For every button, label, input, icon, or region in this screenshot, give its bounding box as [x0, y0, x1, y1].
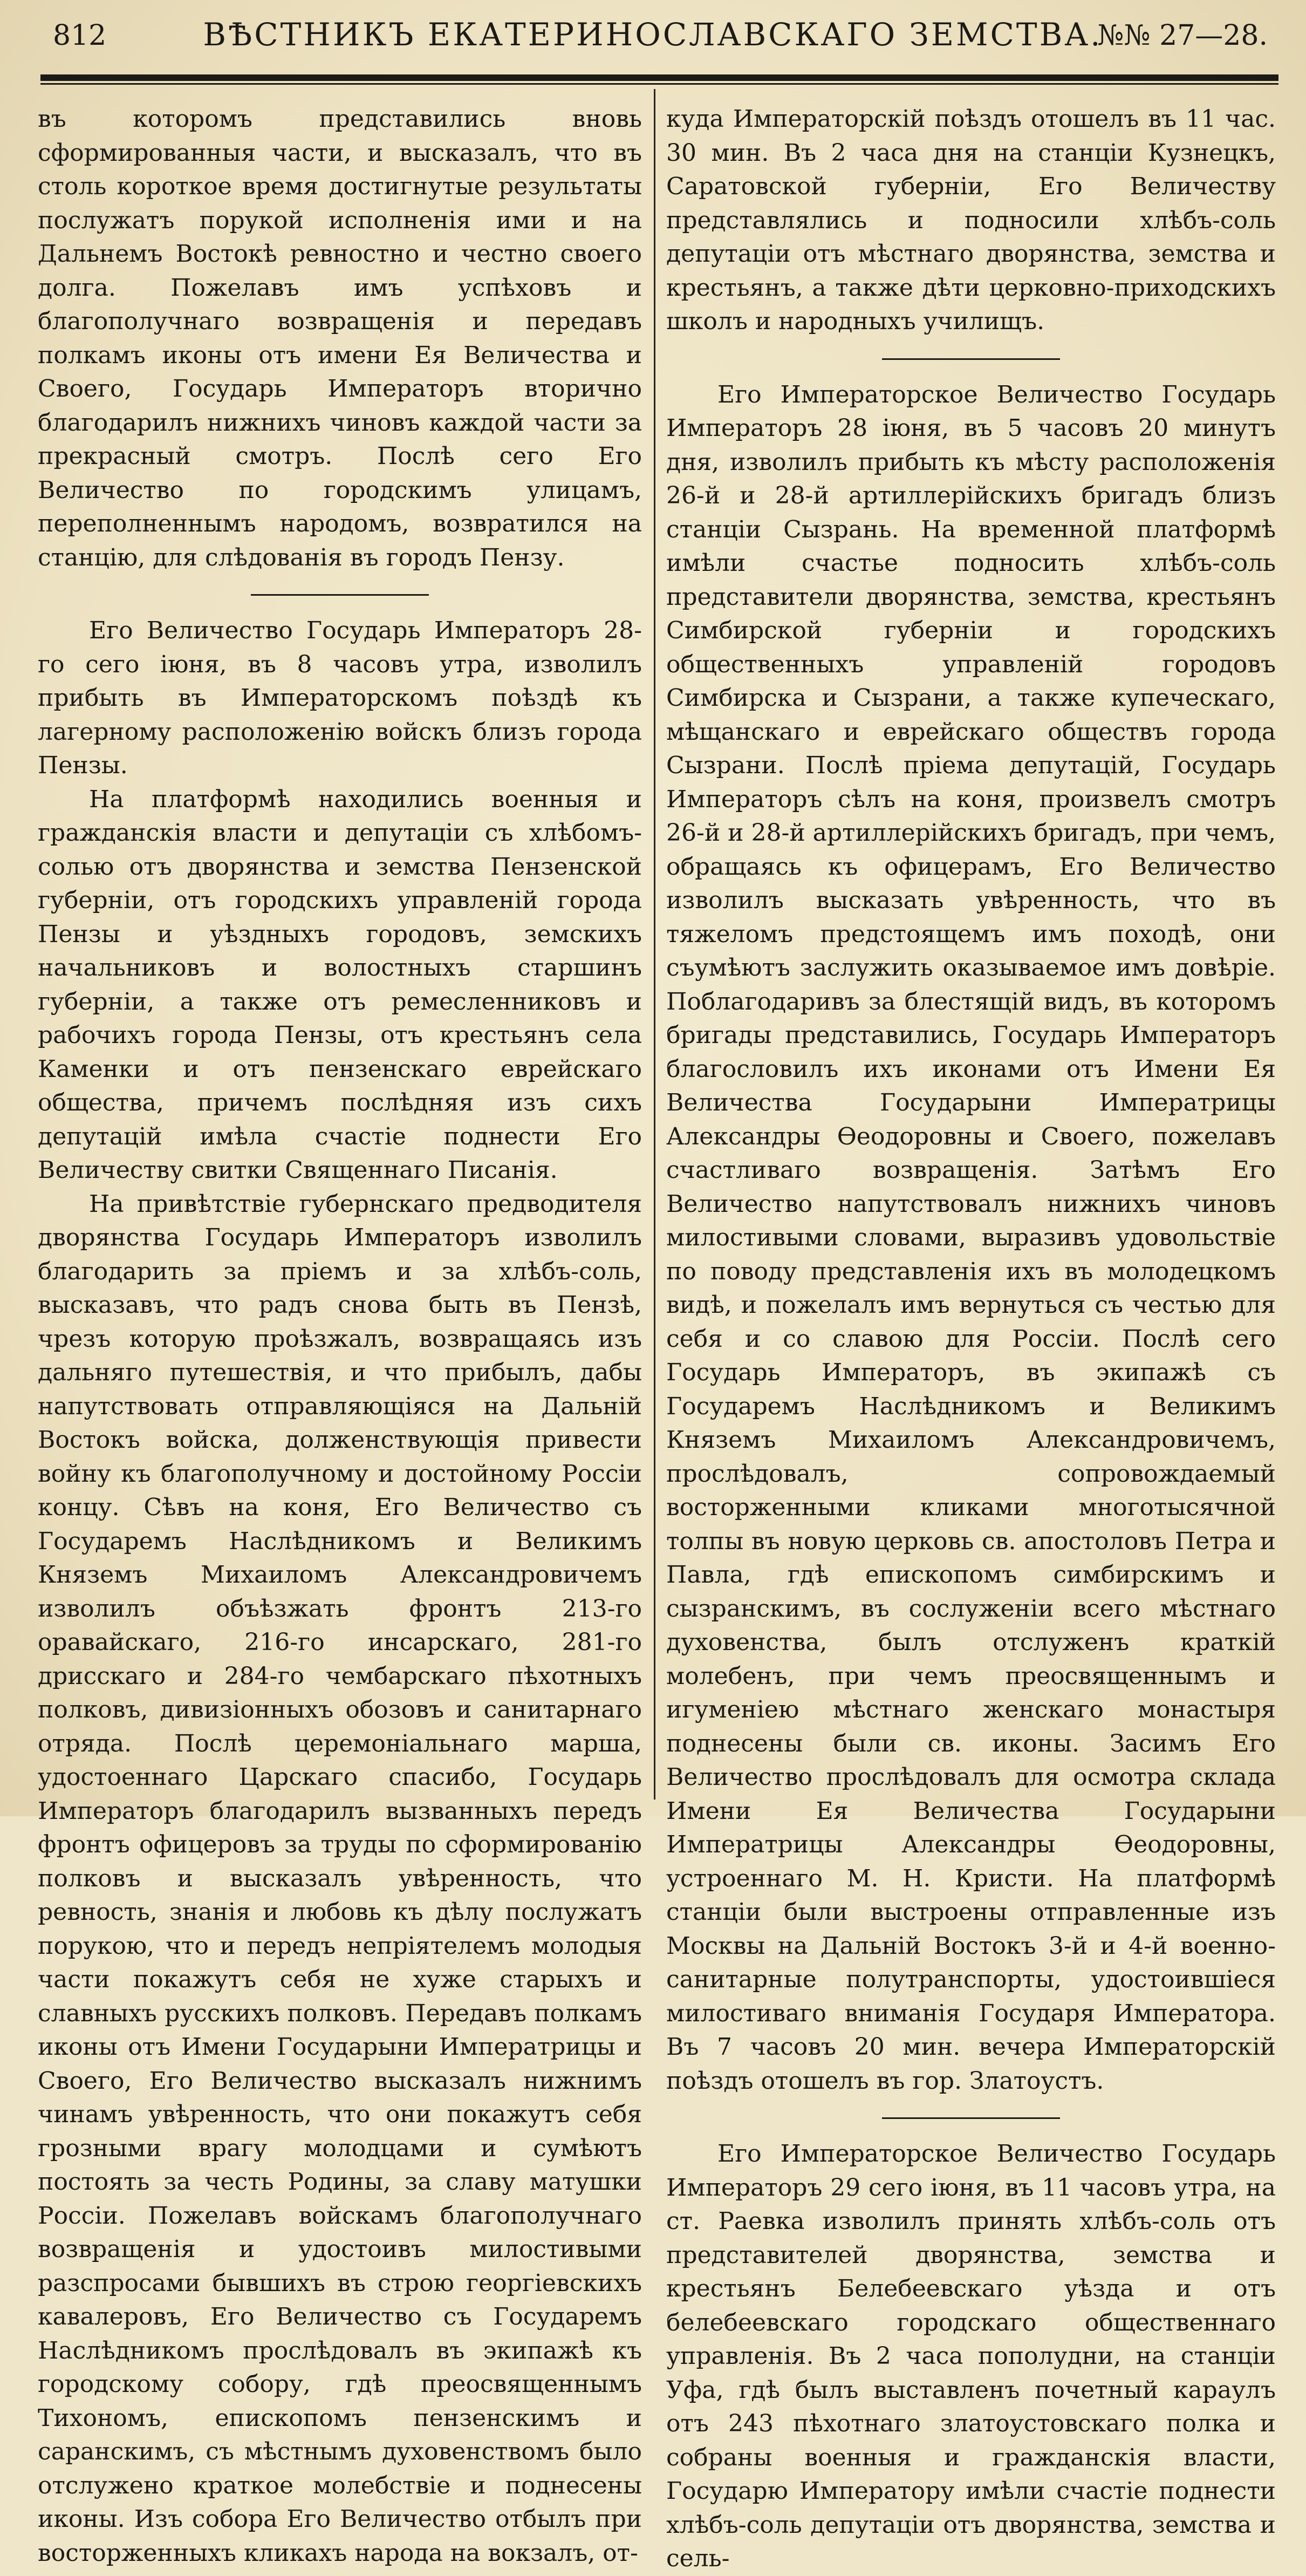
section-divider: [882, 2117, 1060, 2119]
page-number: 812: [53, 19, 107, 52]
paragraph: въ которомъ представились вновь сформированныя части, и высказалъ, что въ столь короткое время достигнутые результаты послужатъ порукой исполненія ими и на Дальнемъ Востокѣ ревностно и честно своего долга. Пожелавъ имъ успѣховъ и благополучнаго возвращенія и передавъ полкамъ иконы отъ имени Ея Величества и Своего, Государь Императоръ вторично благодарилъ нижнихъ чиновъ каждой части за прекрасный смотръ. Послѣ сего Его Величество по городскимъ улицамъ, переполненнымъ народомъ, возвратился на станцію, для слѣдованія въ городъ Пензу.: [38, 105, 642, 571]
paragraph: Его Императорское Величество Государь Императоръ 28 іюня, въ 5 часовъ 20 минутъ дня, изволилъ прибыть къ мѣсту расположенія 26-й и 28-й артиллерійскихъ бригадъ близъ станціи Сызрань. На временной платформѣ имѣли счастье подносить хлѣбъ-соль представители дворянства, земства, крестьянъ Симбирской губерніи и городскихъ общественныхъ управленій городовъ Симбирска и Сызрани, а также купеческаго, мѣщанскаго и еврейскаго обществъ города Сызрани. Послѣ пріема депутацій, Государь Императоръ сѣлъ на коня, произвелъ смотръ 26-й и 28-й артиллерійскихъ бригадъ, при чемъ, обращаясь къ офицерамъ, Его Величество изволилъ высказать увѣренность, что въ тяжеломъ предстоящемъ имъ походѣ, они съумѣютъ заслужить оказываемое имъ довѣріе. Поблагодаривъ за блестящій видъ, въ которомъ бригады представились, Государь Императоръ благословилъ ихъ иконами отъ Имени Ея Величества Государыни Императрицы Александры Ѳеодоровны и Своего, пожелавъ счастливаго возвращенія. Затѣмъ Его Величество напутствовалъ нижнихъ чиновъ милостивыми словами, выразивъ удовольствіе по поводу представленія ихъ въ молодецкомъ видѣ, и пожелалъ имъ вернуться съ честью для себя и со славою для Россіи. Послѣ сего Государь Императоръ, въ экипажѣ съ Государемъ Наслѣдникомъ и Великимъ Княземъ Михаиломъ Александровичемъ, прослѣдовалъ, сопровождаемый восторженными кликами многотысячной толпы въ новую церковь св. апостоловъ Петра и Павла, гдѣ епископомъ симбирскимъ и сызранскимъ, въ сослуженіи всего мѣстнаго духовенства, былъ отслуженъ краткій молебенъ, при чемъ преосвященнымъ и игуменіею мѣстнаго женскаго монастыря поднесены были св. иконы. Засимъ Его Величество прослѣдовалъ для осмотра склада Имени Ея Величества Государыни Императрицы Александры Ѳеодоровны, устроеннаго М. Н. Кристи. На платформѣ станціи были выстроены отправленные изъ Москвы на Дальній Востокъ 3-й и 4-й военно-санитарные полутранспорты, удостоившіеся милостиваго вниманія Государя Императора. Въ 7 часовъ 20 мин. вечера Императорскій поѣздъ отошелъ въ гор. Златоустъ.: [666, 380, 1276, 2095]
journal-title: ВѢСТНИКЪ ЕКАТЕРИНОСЛАВСКАГО ЗЕМСТВА.: [203, 16, 1103, 53]
paragraph: Его Величество Государь Императоръ 28-го сего іюня, въ 8 часовъ утра, изволилъ прибыть въ Императорскомъ поѣздѣ къ лагерному расположенію войскъ близъ города Пензы.: [38, 617, 642, 779]
paragraph: На привѣтствіе губернскаго предводителя дворянства Государь Императоръ изволилъ благодарить за пріемъ и за хлѣбъ-соль, высказавъ, что радъ снова быть въ Пензѣ, чрезъ которую проѣзжалъ, возвращаясь изъ дальняго путешествія, и что прибылъ, дабы напутствовать отправляющіяся на Дальній Востокъ войска, долженствующія привести войну къ благополучному и достойному Россіи концу. Сѣвъ на коня, Его Величество съ Государемъ Наслѣдникомъ и Великимъ Княземъ Михаиломъ Александровичемъ изволилъ объѣзжать фронтъ 213-го оравайскаго, 216-го инсарскаго, 281-го дрисскаго и 284-го чембарскаго пѣхотныхъ полковъ, дивизіонныхъ обозовъ и санитарнаго отряда. Послѣ церемоніальнаго марша, удостоеннаго Царскаго спасибо, Государь Императоръ благодарилъ вызванныхъ передъ фронтъ офицеровъ за труды по сформированію полковъ и высказалъ увѣренность, что ревность, знанія и любовь къ дѣлу послужатъ порукою, что и передъ непріятелемъ молодыя части покажутъ себя не хуже старыхъ и славныхъ русскихъ полковъ. Передавъ полкамъ иконы отъ Имени Государыни Императрицы и Своего, Его Величество высказалъ нижнимъ чинамъ увѣренность, что они покажутъ себя грозными врагу молодцами и сумѣютъ постоять за честь Родины, за славу матушки Россіи. Пожелавъ войскамъ благополучнаго возвращенія и удостоивъ милостивыми разспросами бывшихъ въ строю георгіевскихъ кавалеровъ, Его Величество съ Государемъ Наслѣдникомъ прослѣдовалъ въ экипажѣ къ городскому собору, гдѣ преосвященнымъ Тихономъ, епископомъ пензенскимъ и саранскимъ, съ мѣстнымъ духовенствомъ было отслужено краткое молебствіе и поднесены иконы. Изъ собора Его Величество отбылъ при восторженныхъ кликахъ народа на вокзалъ, от-: [38, 1190, 642, 2567]
issue-number: №№ 27—28.: [1097, 19, 1268, 52]
left-column: [38, 103, 642, 2570]
header-rule-thick: [40, 74, 1278, 81]
paragraph: На платформѣ находились военныя и гражданскія власти и депутаціи съ хлѣбомъ-солью отъ дворянства и земства Пензенской губерніи, отъ городскихъ управленій города Пензы и уѣздныхъ городовъ, земскихъ начальниковъ и волостныхъ старшинъ губерніи, а также отъ ремесленниковъ и рабочихъ города Пензы, отъ крестьянъ села Каменки и отъ пензенскаго еврейскаго общества, причемъ послѣдняя изъ сихъ депутацій имѣла счастіе поднести Его Величеству свитки Священнаго Писанія.: [38, 785, 642, 1184]
header-rule-thin: [40, 83, 1278, 85]
section-divider: [882, 358, 1060, 360]
section-divider: [251, 594, 429, 596]
column-divider: [654, 89, 655, 1800]
paragraph: куда Императорскій поѣздъ отошелъ въ 11 час. 30 мин. Въ 2 часа дня на станціи Кузнецкъ, Саратовской губерніи, Его Величеству представлялись и подносили хлѣбъ-соль депутаціи отъ мѣстнаго дворянства, земства и крестьянъ, а также дѣти церковно-приходскихъ школъ и народныхъ училищъ.: [666, 105, 1276, 335]
right-column: [666, 103, 1276, 2576]
page-header: [38, 12, 1268, 71]
paragraph: Его Императорское Величество Государь Императоръ 29 сего іюня, въ 11 часовъ утра, на ст. Раевка изволилъ принять хлѣбъ-соль отъ представителей дворянства, земства и крестьянъ Белебеевскаго уѣзда и отъ белебеевскаго городскаго общественнаго управленія. Въ 2 часа пополудни, на станціи Уфа, гдѣ былъ выставленъ почетный караулъ отъ 243 пѣхотнаго златоустовскаго полка и собраны военныя и гражданскія власти, Государю Императору имѣли счастіе поднести хлѣбъ-соль депутаціи отъ дворянства, земства и сель-: [666, 2140, 1276, 2572]
